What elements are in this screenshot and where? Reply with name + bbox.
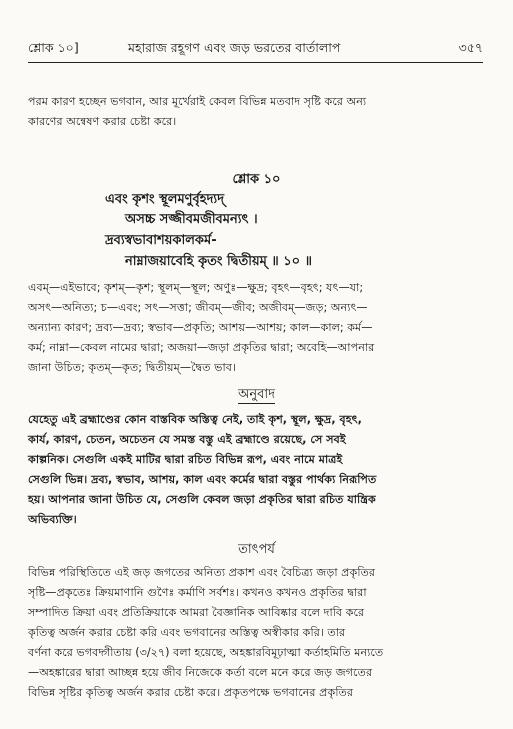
verse-line-4: নাম্নাজয়াবেহি কৃতং দ্বিতীয়ম্ ॥ ১০ ॥ xyxy=(125,254,313,269)
purport-line-7: বিভিন্ন সৃষ্টির কৃতিত্ব অর্জন করার চেষ্টা করে। প্রকৃতপক্ষে ভগবানের প্রকৃতির xyxy=(28,686,354,699)
synonyms-line-4: কর্ম; নাম্না—কেবল নামের দ্বারা; অজয়া—জড়া প্রকৃতির দ্বারা; অবেহি—আপনার xyxy=(28,341,375,354)
intro-line-1: পরম কারণ হচ্ছেন ভগবান, আর মূর্খেরাই কেবল বিভিন্ন মতবাদ সৃষ্টি করে অন্য xyxy=(28,95,367,108)
synonyms-line-2: অসৎ—অনিত্য; চ—এবং; সৎ—সত্তা; জীবম্—জীব; অজীবম্—জড়; অন্যৎ— xyxy=(28,301,368,314)
synonyms-line-5: জানা উচিত; কৃতম্—কৃত; দ্বিতীয়ম্—দ্বৈত ভাব। xyxy=(28,361,236,374)
purport-line-4: কৃতিত্ব অর্জন করার চেষ্টা করি এবং ভগবানের অস্তিত্ব অস্বীকার করি। তার xyxy=(28,626,346,639)
translation-line-6: অভিব্যক্তি। xyxy=(28,513,77,526)
purport-heading xyxy=(0,540,513,560)
header-rule xyxy=(28,62,483,63)
translation-line-2: কার্য, কারণ, চেতন, অচেতন যে সমস্ত বস্তু এই ব্রহ্মাণ্ডে রয়েছে, সে সবই xyxy=(28,433,346,446)
purport-line-3: সম্পাদিত ক্রিয়া এবং প্রতিক্রিয়াকে আমরা বৈজ্ঞানিক আবিষ্কার বলে দাবি করে xyxy=(28,606,365,619)
translation-heading xyxy=(0,385,513,405)
translation-line-4: সেগুলি ভিন্ন। দ্রব্য, স্বভাব, আশয়, কাল এবং কর্মের দ্বারা বস্তুর পার্থক্য নিরূপিত xyxy=(28,473,377,486)
translation-line-3: কাল্পনিক। সেগুলি একই মাটির দ্বারা রচিত বিভিন্ন রূপ, এবং নামে মাত্রই xyxy=(28,453,343,466)
purport-heading-text: তাৎপর্য xyxy=(238,542,275,557)
header-verse-ref: শ্লোক ১০] xyxy=(28,40,79,55)
translation-line-1: যেহেতু এই ব্রহ্মাণ্ডের কোন বাস্তবিক অস্তিত্ব নেই, তাই কৃশ, স্থূল, ক্ষুদ্র, বৃহৎ, xyxy=(28,413,362,426)
purport-line-5: বর্ণনা করে ভগবদ্গীতায় (৩/২৭) বলা হয়েছে, অহঙ্কারবিমূঢ়াত্মা কর্তাহমিতি মন্যতে xyxy=(28,646,384,659)
verse-line-1: এবং কৃশং স্থূলমণুর্বৃহদ্যদ্ xyxy=(105,192,225,207)
purport-line-6: —অহঙ্কারের দ্বারা আচ্ছন্ন হয়ে জীব নিজেকে কর্তা বলে মনে করে জড় জগতের xyxy=(28,666,373,679)
synonyms-line-3: অন্যান্য কারণ; দ্রব্য—দ্রব্য; স্বভাব—প্রকৃতি; আশয়—আশয়; কাল—কাল; কর্ম— xyxy=(28,321,373,334)
purport-line-2: সৃষ্টি—প্রকৃতেঃ ক্রিয়মাণানি গুণৈঃ কর্মাণি সর্বশঃ। কখনও কখনও প্রকৃতির দ্বারা xyxy=(28,586,367,599)
verse-line-2: অসচ্চ সজ্জীবমজীবমন্যৎ । xyxy=(125,212,258,227)
intro-line-2: কারণের অন্বেষণ করার চেষ্টা করে। xyxy=(28,115,177,128)
purport-line-1: বিভিন্ন পরিস্থিতিতে এই জড় জগতের অনিত্য প্রকাশ এবং বৈচিত্র্য জড়া প্রকৃতির xyxy=(28,566,376,579)
running-header xyxy=(28,38,483,58)
verse-title: শ্লোক ১০ xyxy=(232,172,281,187)
verse-line-3: দ্রব্যস্বভাবাশয়কালকর্ম- xyxy=(105,233,217,248)
page-number: ৩৫৭ xyxy=(458,40,483,55)
translation-line-5: হয়। আপনার জানা উচিত যে, সেগুলি কেবল জড়া প্রকৃতির দ্বারা রচিত যান্ত্রিক xyxy=(28,493,376,506)
translation-heading-text: অনুবাদ xyxy=(238,387,275,402)
synonyms-line-1: এবম্—এইভাবে; কৃশম্—কৃশ; স্থূলম্—স্থূল; অণুঃ—ক্ষুদ্র; বৃহৎ—বৃহৎ; যৎ—যা; xyxy=(28,281,364,294)
header-chapter-title: মহারাজ রহূগণ এবং জড় ভরতের বার্তালাপ xyxy=(128,40,341,55)
